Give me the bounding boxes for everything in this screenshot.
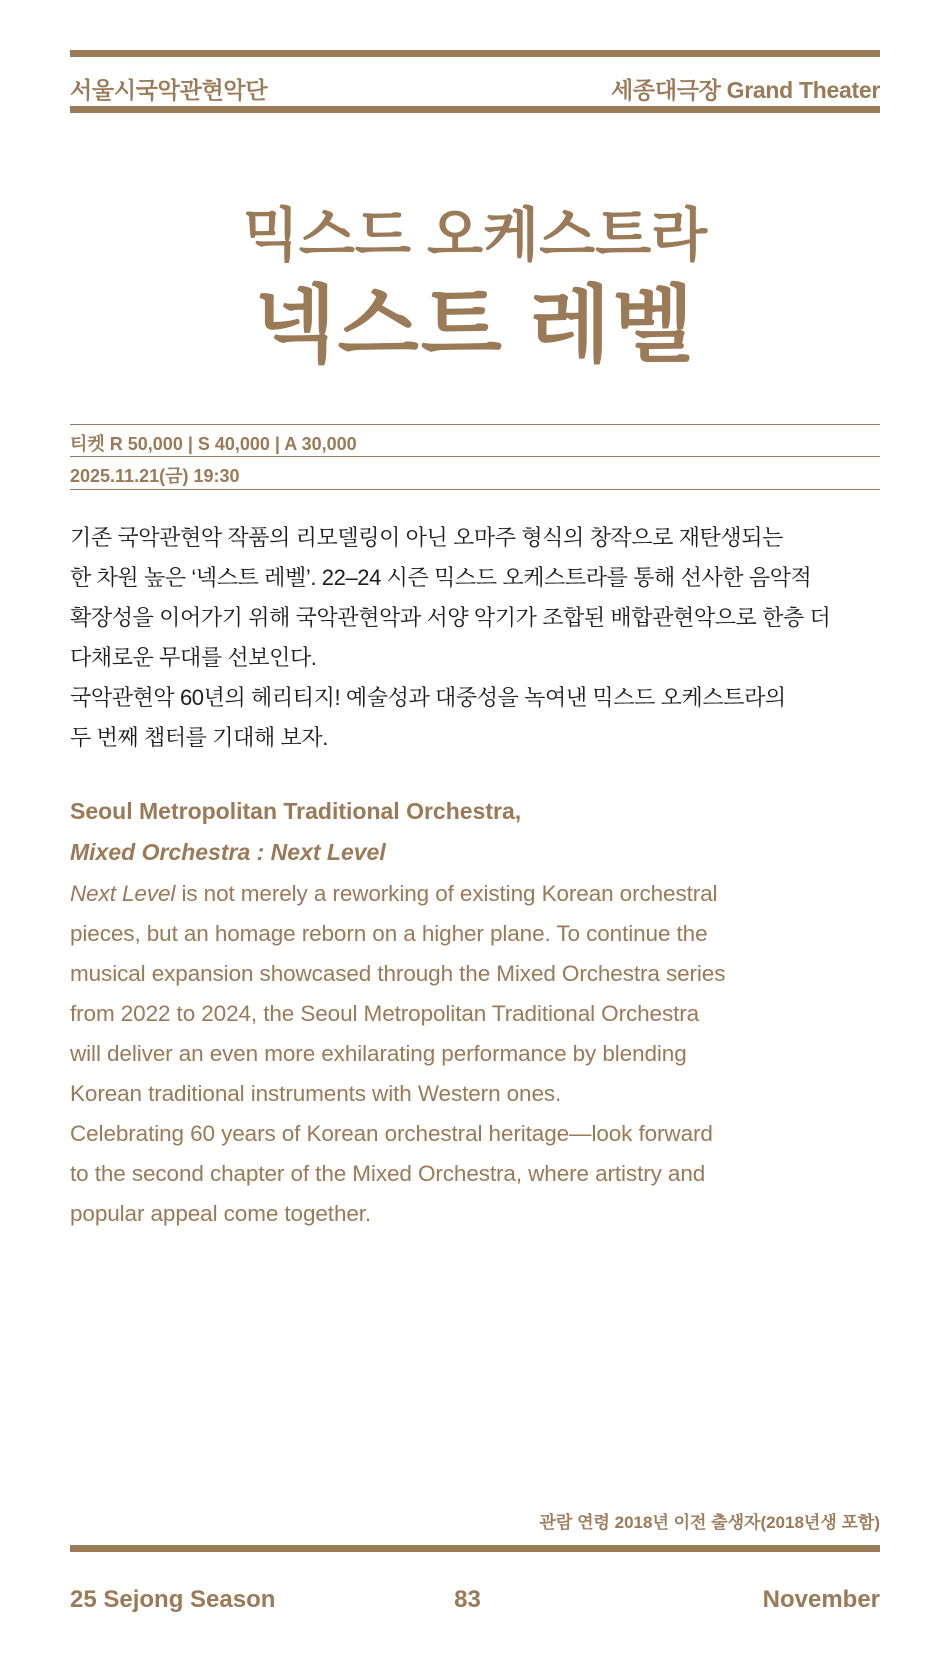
korean-line: 기존 국악관현악 작품의 리모델링이 아닌 오마주 형식의 창작으로 재탄생되는	[70, 525, 783, 550]
info-bottom-rule	[70, 489, 880, 490]
english-line: Celebrating 60 years of Korean orchestral heritage—look forward	[70, 1121, 713, 1146]
footer-month: November	[762, 1586, 880, 1613]
english-heading: Seoul Metropolitan Traditional Orchestra,	[70, 798, 522, 824]
venue-name: 세종대극장 Grand Theater	[611, 77, 880, 103]
english-line: to the second chapter of the Mixed Orchestra, where artistry and	[70, 1161, 706, 1186]
footer-season: 25 Sejong Season	[70, 1586, 276, 1613]
header-bottom-rule	[70, 106, 880, 113]
english-line	[70, 874, 882, 914]
english-line: will deliver an even more exhilarating performance by blending	[70, 1041, 687, 1066]
page-title-line1: 믹스드 오케스트라	[242, 203, 708, 268]
english-line: musical expansion showcased through the Mixed Orchestra series	[70, 961, 726, 986]
page-title-line2: 넥스트 레벨	[254, 278, 696, 372]
korean-line: 다채로운 무대를 선보인다.	[70, 645, 317, 670]
header-top-rule	[70, 50, 880, 57]
info-top-rule	[70, 424, 880, 425]
korean-line: 확장성을 이어가기 위해 국악관현악과 서양 악기가 조합된 배합관현악으로 한층 더	[70, 605, 831, 630]
korean-line: 두 번째 챕터를 기대해 보자.	[70, 725, 328, 750]
english-line: popular appeal come together.	[70, 1201, 372, 1226]
performance-datetime: 2025.11.21(금) 19:30	[70, 466, 240, 486]
organization-name: 서울시국악관현악단	[70, 77, 268, 103]
english-line-text: is not merely a reworking of existing Korean orchestral	[175, 881, 718, 906]
english-line: Korean traditional instruments with Western ones.	[70, 1081, 562, 1106]
ticket-prices: 티켓 R 50,000 | S 40,000 | A 30,000	[70, 434, 357, 454]
english-subheading: Mixed Orchestra : Next Level	[70, 839, 386, 865]
korean-line: 국악관현악 60년의 헤리티지! 예술성과 대중성을 녹여낸 믹스드 오케스트라의	[70, 685, 786, 710]
english-line: pieces, but an homage reborn on a higher plane. To continue the	[70, 921, 708, 946]
age-restriction-note: 관람 연령 2018년 이전 출생자(2018년생 포함)	[539, 1513, 880, 1532]
footer-rule	[70, 1545, 880, 1552]
info-middle-rule	[70, 456, 880, 457]
korean-line: 한 차원 높은 ‘넥스트 레벨’. 22–24 시즌 믹스드 오케스트라를 통해 선사한 음악적	[70, 565, 812, 590]
english-line: from 2022 to 2024, the Seoul Metropolitan Traditional Orchestra	[70, 1001, 700, 1026]
page-number: 83	[454, 1586, 481, 1613]
english-description	[70, 874, 882, 1234]
english-italic-title: Next Level	[70, 881, 176, 906]
korean-description	[70, 518, 882, 758]
